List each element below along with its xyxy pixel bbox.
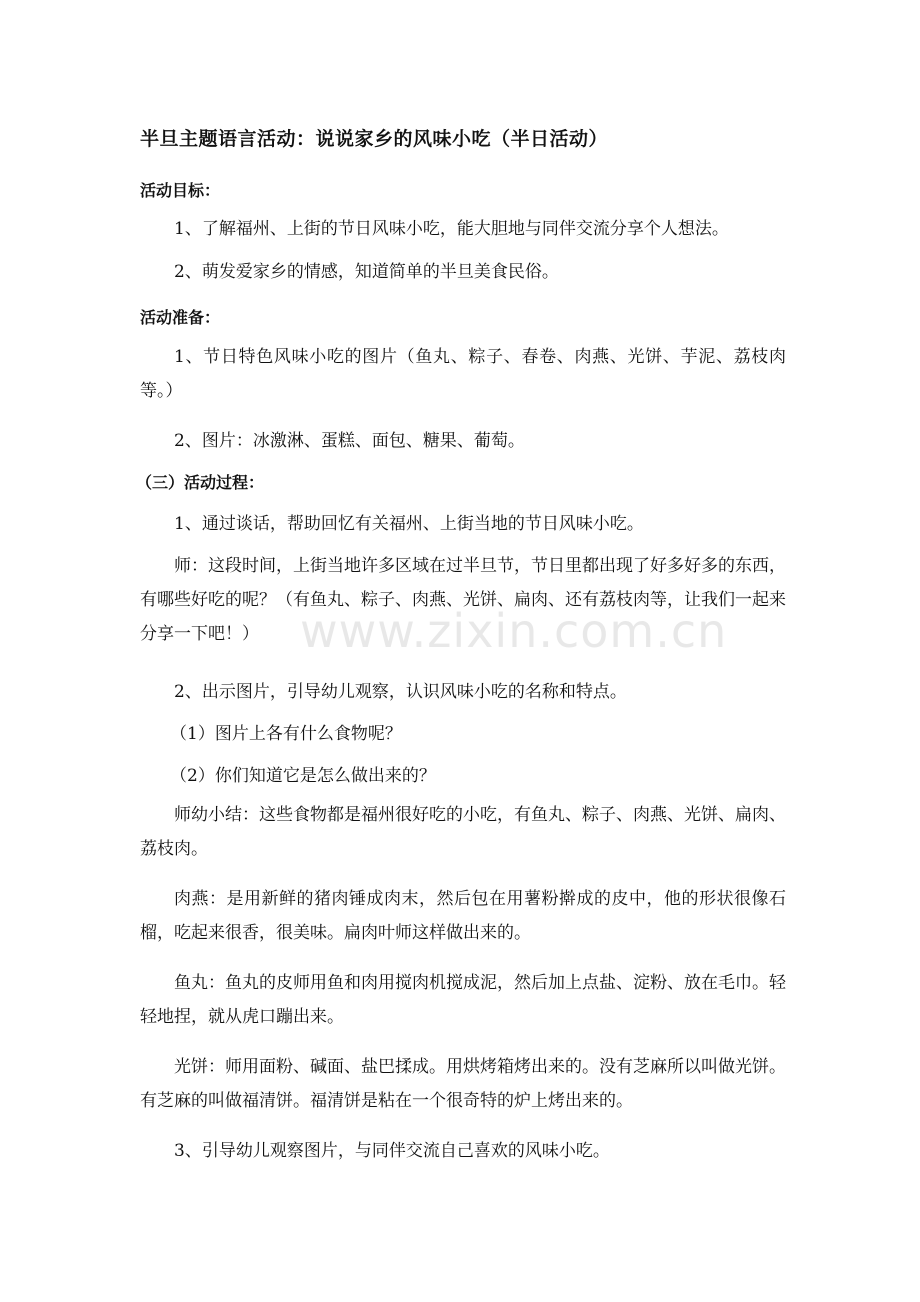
yuwan-paragraph: 鱼丸：鱼丸的皮师用鱼和肉用搅肉机搅成泥，然后加上点盐、淀粉、放在毛巾。轻轻地捏，就从虎口蹦出来。 [140, 973, 786, 1027]
teacher-question-paragraph: 师：这段时间，上街当地许多区域在过半旦节，节日里都出现了好多好多的东西，有哪些好吃的呢？（有鱼丸、粽子、肉燕、光饼、扁肉、还有荔枝肉等，让我们一起来分享一下吧！） [140, 556, 786, 644]
process-step-3: 3、引导幼儿观察图片，与同伴交流自己喜欢的风味小吃。 [174, 1141, 610, 1161]
summary-paragraph: 师幼小结：这些食物都是福州很好吃的小吃，有鱼丸、粽子、肉燕、光饼、扁肉、荔枝肉。 [140, 805, 786, 859]
section-heading-prep: 活动准备： [140, 308, 221, 327]
question-item-2: （2）你们知道它是怎么做出来的？ [170, 766, 436, 786]
guangbing-paragraph: 光饼：师用面粉、碱面、盐巴揉成。用烘烤箱烤出来的。没有芝麻所以叫做光饼。有芝麻的叫做福清饼。福清饼是粘在一个很奇特的炉上烤出来的。 [140, 1057, 786, 1111]
document-title: 半旦主题语言活动：说说家乡的风味小吃（半日活动） [140, 128, 609, 150]
rouyan-paragraph: 肉燕：是用新鲜的猪肉锤成肉末，然后包在用薯粉擀成的皮中，他的形状很像石榴，吃起来很香，很美味。扁肉叶师这样做出来的。 [140, 889, 786, 943]
process-step-1: 1、通过谈话，帮助回忆有关福州、上街当地的节日风味小吃。 [174, 514, 644, 534]
goal-item-2: 2、萌发爱家乡的情感，知道简单的半旦美食民俗。 [174, 262, 559, 282]
process-step-2: 2、出示图片，引导幼儿观察，认识风味小吃的名称和特点。 [174, 682, 627, 702]
prep-item-2: 2、图片：冰激淋、蛋糕、面包、糖果、葡萄。 [174, 431, 525, 451]
goal-item-1: 1、了解福州、上街的节日风味小吃，能大胆地与同伴交流分享个人想法。 [174, 219, 729, 239]
section-heading-goals: 活动目标： [140, 181, 221, 200]
watermark: www.zixin.com.cn [300, 604, 728, 658]
section-heading-process: （三）活动过程： [136, 473, 265, 492]
prep-item-1: 1、节日特色风味小吃的图片（鱼丸、粽子、春卷、肉燕、光饼、芋泥、荔枝肉等。） [140, 347, 786, 401]
question-item-1: （1）图片上各有什么食物呢？ [170, 724, 402, 744]
